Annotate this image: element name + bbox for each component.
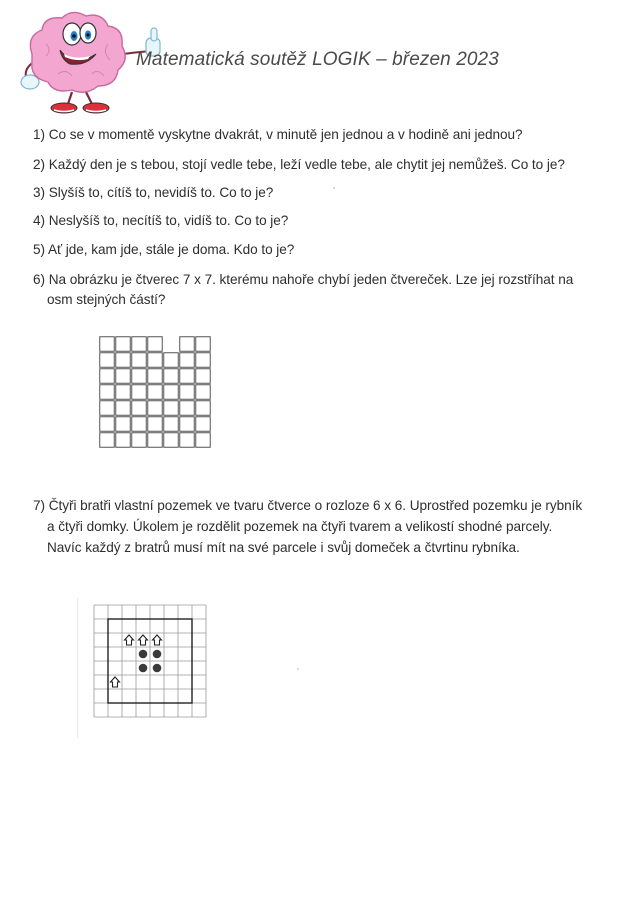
question-2 [33, 155, 565, 175]
grid-cell [180, 433, 195, 448]
grid-cell [132, 417, 147, 432]
grid-cell [100, 369, 115, 384]
grid-cell [100, 417, 115, 432]
question-text: Neslyšíš to, necítíš to, vidíš to. Co to je? [48, 213, 289, 228]
grid-cell [180, 385, 195, 400]
pond-dot [153, 650, 162, 659]
house-icon [139, 635, 148, 645]
scan-edge-line [77, 598, 78, 738]
grid-cell [148, 369, 163, 384]
grid-cell [196, 417, 211, 432]
question-text: Čtyři bratři vlastní pozemek ve tvaru čtverce o rozloze 6 x 6. Uprostřed pozemku je rybník [48, 498, 583, 513]
grid-7x7-figure [97, 334, 213, 448]
grid-cell [180, 401, 195, 416]
question-text-continued: osm stejných částí? [47, 292, 166, 307]
house-icon [125, 635, 134, 645]
grid-cell [164, 353, 179, 368]
page-title: Matematická soutěž LOGIK – březen 2023 [136, 49, 499, 70]
grid-cell [148, 385, 163, 400]
question-4 [33, 211, 288, 231]
question-number: 2) [33, 157, 45, 172]
grid-cell [116, 401, 131, 416]
question-number: 6) [33, 272, 45, 287]
grid-cell [180, 417, 195, 432]
grid-cell [164, 369, 179, 384]
question-number: 3) [33, 185, 45, 200]
question-text: Každý den je s tebou, stojí vedle tebe, leží vedle tebe, ale chytit jej nemůžeš. Co to je? [48, 157, 565, 172]
question-1 [33, 125, 523, 145]
question-7 [33, 495, 582, 558]
grid-cell [132, 385, 147, 400]
house-icon [153, 635, 162, 645]
house-icon [111, 677, 120, 687]
grid-cell [196, 401, 211, 416]
grid-cell [196, 433, 211, 448]
grid-cell [180, 369, 195, 384]
grid-cell [148, 433, 163, 448]
grid-cell [180, 353, 195, 368]
scan-speck [297, 668, 299, 670]
grid-cell [132, 401, 147, 416]
question-text-continued: Navíc každý z bratrů musí mít na své parcele i svůj domeček a čtvrtinu rybníka. [47, 540, 520, 555]
grid-cell [132, 337, 147, 352]
grid-cell [100, 385, 115, 400]
pond-dot [139, 664, 148, 673]
grid-cell [148, 401, 163, 416]
grid-cell [116, 385, 131, 400]
question-text: Co se v momentě vyskytne dvakrát, v minutě jen jednou a v hodině ani jednou? [48, 127, 523, 142]
grid-cell [196, 385, 211, 400]
question-3 [33, 183, 273, 203]
grid-cell [116, 353, 131, 368]
grid-cell [116, 369, 131, 384]
question-text: Na obrázku je čtverec 7 x 7. kterému nahoře chybí jeden čtvereček. Lze jej rozstříhat na [48, 272, 574, 287]
grid-cell [100, 337, 115, 352]
grid-cell [100, 353, 115, 368]
grid-cell [148, 353, 163, 368]
grid-cell [132, 433, 147, 448]
pond-dot [153, 664, 162, 673]
scan-speck [333, 187, 335, 189]
grid-cell [196, 369, 211, 384]
grid-cell [116, 337, 131, 352]
question-number: 1) [33, 127, 45, 142]
plot-6x6-figure [92, 603, 208, 719]
question-6 [33, 270, 573, 310]
grid-cell [164, 385, 179, 400]
question-text: Slyšíš to, cítíš to, nevidíš to. Co to je? [48, 185, 274, 200]
grid-cell [196, 353, 211, 368]
grid-cell [132, 353, 147, 368]
grid-cell [164, 401, 179, 416]
pond-dot [139, 650, 148, 659]
grid-cell [148, 337, 163, 352]
grid-cell [116, 433, 131, 448]
grid-cell [100, 433, 115, 448]
question-text-continued: a čtyři domky. Úkolem je rozdělit pozemek na čtyři tvarem a velikostí shodné parcely. [47, 519, 553, 534]
question-text: Ať jde, kam jde, stále je doma. Kdo to je? [47, 242, 295, 257]
grid-cell [180, 337, 195, 352]
question-number: 5) [33, 242, 45, 257]
grid-cell [196, 337, 211, 352]
grid-cell [132, 369, 147, 384]
grid-cell [100, 401, 115, 416]
question-number: 4) [33, 213, 45, 228]
grid-cell [148, 417, 163, 432]
question-number: 7) [33, 498, 45, 513]
grid-cell [164, 433, 179, 448]
grid-cell [164, 417, 179, 432]
grid-cell [116, 417, 131, 432]
question-5 [33, 240, 294, 260]
